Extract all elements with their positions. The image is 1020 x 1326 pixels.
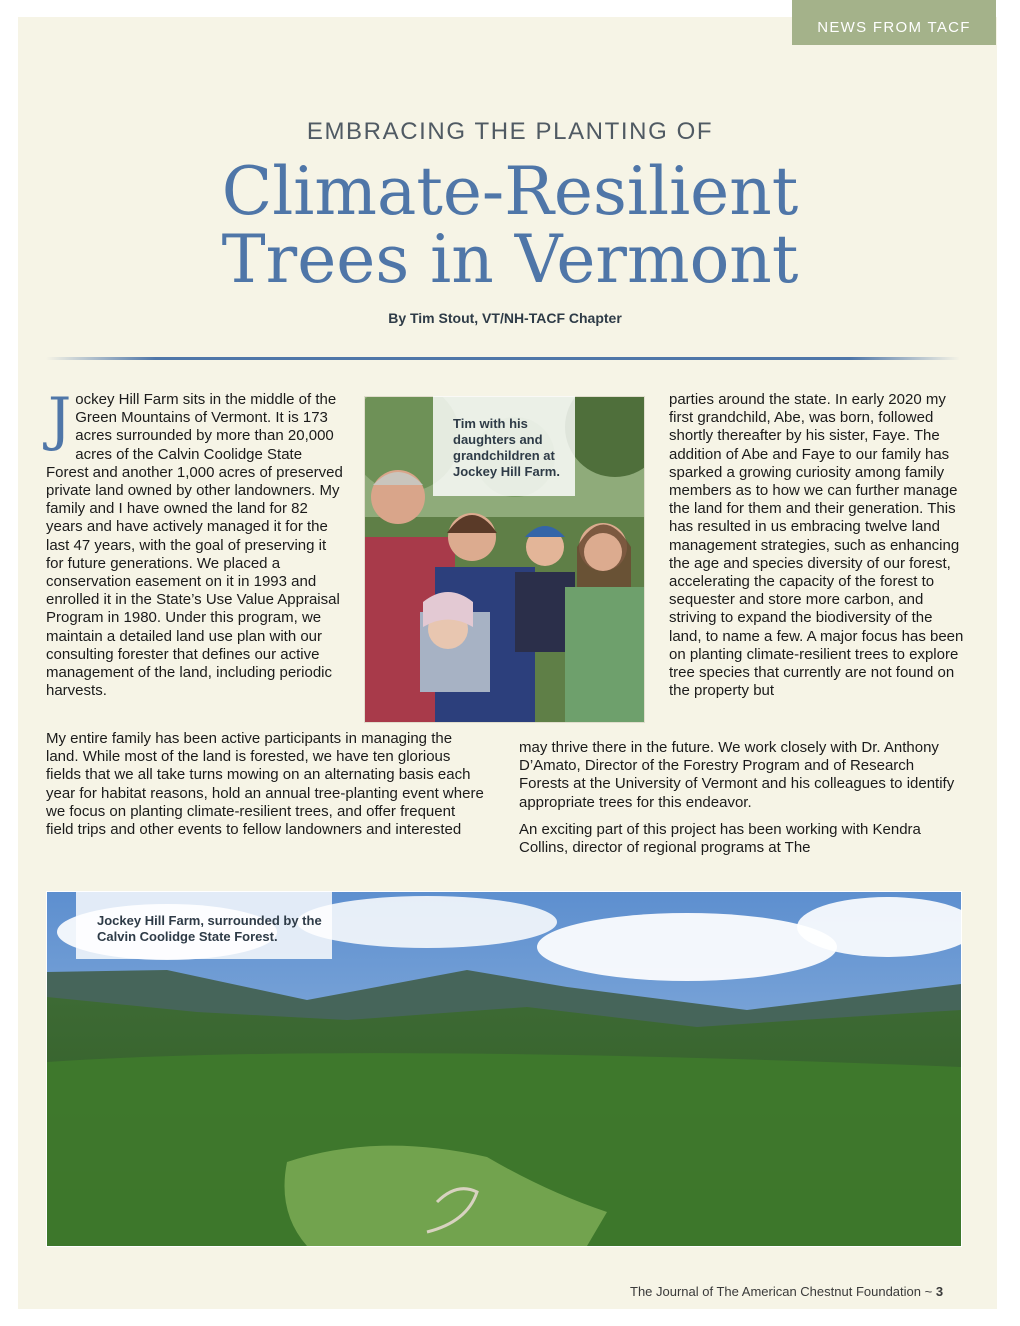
page-number: 3 bbox=[935, 1284, 944, 1299]
paragraph-text: parties around the state. In early 2020 my first grandchild, Abe, was born, followed shortly thereafter by his sister, Faye. The addition of Abe and Faye to our family has sparked a growing curiosity among family members as to how we can further manage the land for them and their generation. This has resulted in us embracing twelve land management strategies, such as enhancing the age and species diversity of our forest, accelerating the capacity of the forest to sequester and store more carbon, and striving to expand the biodiversity of the land, to name a few. A major focus has been on planting climate-resilient trees to explore tree species that currently are not found on the property but bbox=[669, 391, 964, 700]
footer-separator: ~ bbox=[924, 1284, 933, 1299]
paragraph-text: ockey Hill Farm sits in the middle of the Green Mountains of Vermont. It is 173 acres surrounded by more than 20,000 acres of the Calvin Coolidge State Forest and another 1,000 acres of preserved private land owned by other landowners. My family and I have owned the land for 82 years and have actively managed it for the last 47 years, with the goal of preserving it for future generations. We placed a conservation easement on it in 1993 and enrolled it in the State’s Use Value Appraisal Program in 1980. Under this program, we maintain a detailed land use plan with our consulting forester that defines our active management of the land, including periodic harvests. bbox=[46, 391, 343, 700]
article-column-right bbox=[669, 391, 965, 700]
article-column-wide-right bbox=[519, 739, 964, 857]
article-headline bbox=[0, 153, 1020, 298]
landscape-photo-caption: Jockey Hill Farm, surrounded by the Calvin Coolidge State Forest. bbox=[76, 891, 332, 959]
article-column-left bbox=[46, 385, 346, 700]
paragraph-text: may thrive there in the future. We work closely with Dr. Anthony D’Amato, Director of the Forestry Program and of Research Forests at the University of Vermont and his colleagues to identify appropriate trees for this endeavor. bbox=[519, 739, 955, 811]
paragraph-text: An exciting part of this project has been working with Kendra Collins, director of regional programs at The bbox=[519, 820, 921, 857]
headline-line-1: Climate-Resilient bbox=[221, 153, 799, 230]
journal-name: The Journal of The American Chestnut Foundation bbox=[630, 1284, 921, 1299]
section-tab: NEWS FROM TACF bbox=[792, 0, 996, 45]
byline: By Tim Stout, VT/NH-TACF Chapter bbox=[388, 310, 622, 326]
article-kicker: EMBRACING THE PLANTING OF bbox=[306, 118, 714, 145]
paragraph-text: My entire family has been active participants in managing the land. While most of the land is forested, we have ten glorious fields that we all take turns mowing on an alternating basis each year for habitat reasons, hold an annual tree-planting event where we focus on planting climate-resilient trees, and offer frequent field trips and other events to fellow landowners and interested bbox=[46, 730, 484, 839]
divider-rule bbox=[46, 357, 960, 360]
family-photo-caption: Tim with his daughters and grandchildren at Jockey Hill Farm. bbox=[433, 396, 575, 496]
page-footer bbox=[630, 1284, 970, 1299]
headline-line-2: Trees in Vermont bbox=[221, 221, 799, 298]
article-column-wide-left bbox=[46, 730, 486, 839]
drop-cap: J bbox=[48, 385, 72, 453]
